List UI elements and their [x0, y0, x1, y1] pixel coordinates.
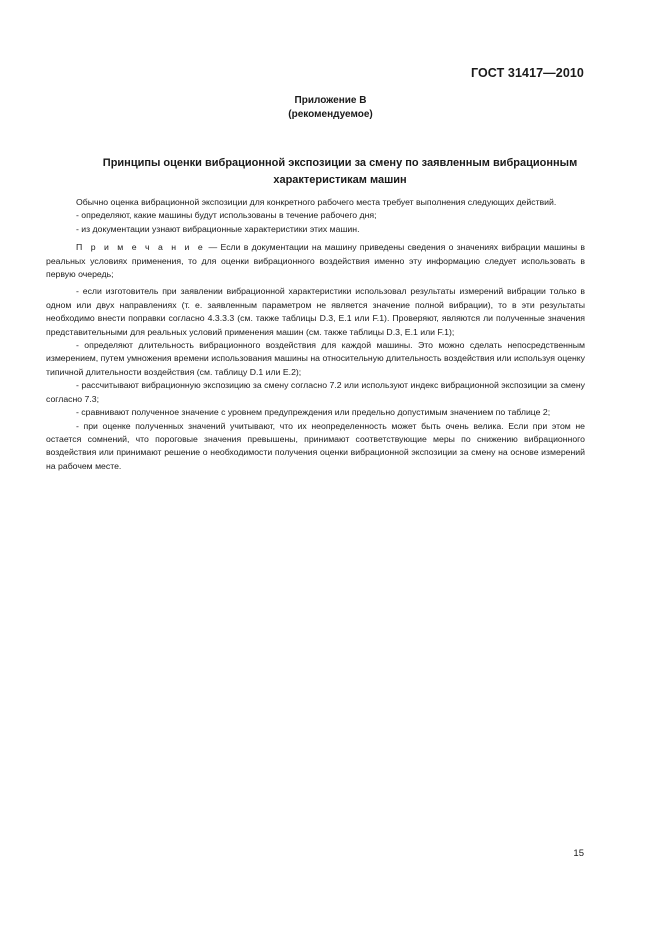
annex-status: (рекомендуемое)	[288, 109, 373, 120]
section-title	[60, 155, 620, 189]
list-item: - сравнивают полученное значение с уровнем предупреждения или предельно допустимым значением по таблице 2;	[76, 407, 551, 418]
step-paragraph: - определяют, какие машины будут использованы в течение рабочего дня;	[76, 210, 377, 221]
annex-heading	[0, 94, 661, 122]
body-text	[46, 196, 585, 473]
page-number: 15	[573, 848, 584, 859]
note-text: — Если в документации на машину приведены сведения о значениях вибрации машины в реальных условиях применения, то для оценки вибрационного воздействия именно эту информацию следует использовать в первую очередь;	[46, 242, 585, 280]
note-label: П р и м е ч а н и е	[76, 242, 206, 253]
list-item: - если изготовитель при заявлении вибрационной характеристики использовал результаты измерений вибрации только в одном или двух направлениях (т. е. заявленным параметром не является значение полной вибрации), то в эти результаты необходимо внести поправки согласно 4.3.3.3 (см. также таблицы D.3, E.1 или F.1). Проверяют, являются ли полученные значения представительными для реальных условий применения машин (см. также таблицы D.3, E.1 или F.1);	[46, 286, 585, 337]
section-title-line-1: Принципы оценки вибрационной экспозиции за смену по заявленным вибрационным	[102, 157, 578, 169]
standard-header: ГОСТ 31417—2010	[470, 66, 584, 80]
step-paragraph: - из документации узнают вибрационные характеристики этих машин.	[76, 223, 360, 234]
list-item: - при оценке полученных значений учитывают, что их неопределенность может быть очень велика. Если при этом не остается сомнений, что пороговые значения превышены, принимают соответствующие меры по снижению вибрационного воздействия или принимают решение о необходимости получения оценки вибрационной экспозиции за смену на основе измерений на рабочем месте.	[46, 420, 585, 471]
section-title-line-2: характеристикам машин	[273, 174, 407, 186]
note-paragraph	[46, 241, 585, 281]
annex-title: Приложение B	[294, 95, 367, 106]
list-item: - определяют длительность вибрационного воздействия для каждой машины. Это можно сделать непосредственным измерением, путем умножения времени использования машины на относительную длительность воздействия или используя оценку типичной длительности воздействия (см. таблицу D.1 или E.2);	[46, 340, 585, 377]
intro-paragraph: Обычно оценка вибрационной экспозиции для конкретного рабочего места требует выполнения следующих действий.	[76, 197, 557, 207]
list-item: - рассчитывают вибрационную экспозицию за смену согласно 7.2 или используют индекс вибрационной экспозиции за смену согласно 7.3;	[46, 380, 585, 404]
